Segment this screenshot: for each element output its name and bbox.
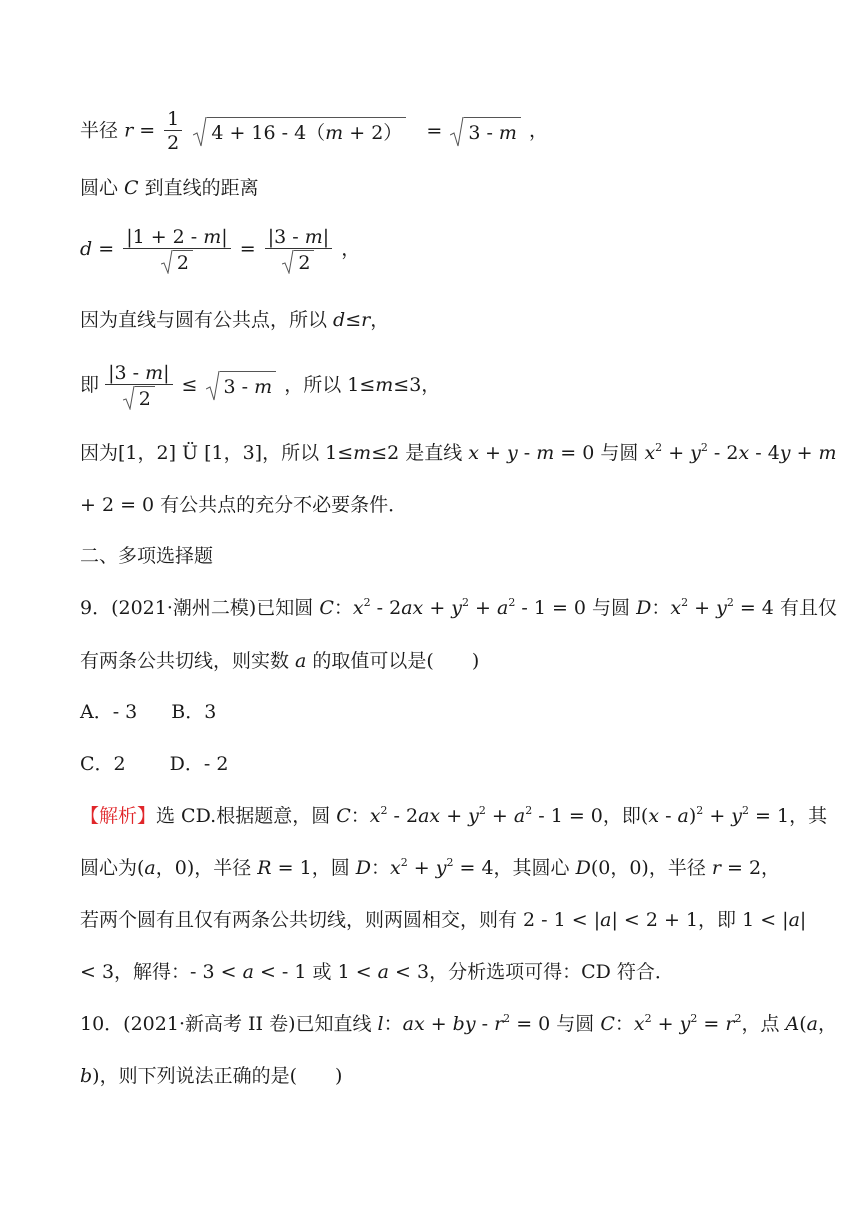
analysis-line-4 xyxy=(80,958,674,986)
radicand-two: 2 xyxy=(173,250,193,274)
equals-sign: = xyxy=(92,238,115,260)
var-C: C xyxy=(336,805,351,827)
text: - 2 xyxy=(370,597,402,619)
var-x: x xyxy=(468,442,479,464)
var-a: a xyxy=(513,805,526,827)
var-A: A xyxy=(785,1013,800,1035)
text: ： xyxy=(651,597,671,619)
radicand-two: 2 xyxy=(135,386,155,410)
numerator-text: |3 - xyxy=(267,226,305,248)
text: (0，0)，半径 xyxy=(590,857,712,879)
var-a: a xyxy=(295,650,307,672)
text: - xyxy=(517,442,537,464)
var-m: m xyxy=(498,121,517,144)
text: ： xyxy=(614,1013,634,1035)
radical-icon xyxy=(450,117,464,147)
text: + xyxy=(703,805,732,827)
abs-bar: | xyxy=(221,226,228,248)
var-r: r xyxy=(711,857,721,879)
option-b: B．3 xyxy=(171,701,217,723)
exponent: 2 xyxy=(690,1012,698,1025)
var-a: a xyxy=(788,909,800,931)
text: + 2 = 0 有公共点的充分不必要条件． xyxy=(80,494,408,516)
var-m: m xyxy=(203,226,222,248)
var-r: r xyxy=(725,1013,735,1035)
fraction-denominator: 2 xyxy=(164,130,182,155)
var-x: x xyxy=(670,597,682,619)
var-a: a xyxy=(497,597,509,619)
text: - 4 xyxy=(749,442,780,464)
text: 选 CD.根据题意，圆 xyxy=(156,805,337,827)
distance-formula-line xyxy=(80,226,360,274)
text: 10．(2021·新高考 II 卷)已知直线 xyxy=(80,1013,378,1035)
option-d: D．- 2 xyxy=(169,753,229,775)
section-heading xyxy=(80,542,213,570)
text: ： xyxy=(333,597,353,619)
var-x: x xyxy=(644,442,656,464)
var-m: m xyxy=(145,362,164,384)
text: - 2 xyxy=(387,805,419,827)
text: 圆心为( xyxy=(80,857,145,879)
text: ≤3， xyxy=(393,374,441,396)
option-a: A．- 3 xyxy=(80,701,138,723)
numerator-text: |3 - xyxy=(108,362,146,384)
inequality-line xyxy=(80,362,440,410)
var-a: a xyxy=(600,909,612,931)
text: + xyxy=(688,597,717,619)
exponent: 2 xyxy=(363,596,371,609)
exponent: 2 xyxy=(400,856,408,869)
fraction-distance xyxy=(123,226,231,274)
text: = 1，其 xyxy=(749,805,828,827)
var-m: m xyxy=(325,121,344,144)
var-y: y xyxy=(679,1013,691,1035)
radical-icon xyxy=(161,250,173,274)
text: = 2， xyxy=(720,857,781,879)
sqrt-two xyxy=(123,386,155,410)
exponent: 2 xyxy=(681,596,689,609)
var-m: m xyxy=(304,226,323,248)
analysis-line-3 xyxy=(80,906,806,934)
text: = xyxy=(697,1013,726,1035)
comma: ， xyxy=(528,119,548,142)
var-x: x xyxy=(390,857,401,879)
var-m: m xyxy=(375,374,394,396)
analysis-line-1 xyxy=(80,802,827,830)
text: 因为[1，2] Ü [1，3]，所以 1≤ xyxy=(80,442,354,464)
var-a: a xyxy=(677,805,689,827)
var-a: a xyxy=(144,857,156,879)
text: ，0)，半径 xyxy=(155,857,258,879)
condition-line-cont xyxy=(80,491,407,519)
options-row-1 xyxy=(80,698,216,726)
var-y: y xyxy=(435,857,447,879)
var-D: D xyxy=(636,597,652,619)
var-ax: ax xyxy=(402,1013,425,1035)
var-a: a xyxy=(806,1013,818,1035)
question-10-line-2 xyxy=(80,1062,342,1090)
radical-icon xyxy=(282,250,294,274)
var-D: D xyxy=(575,857,591,879)
exponent: 2 xyxy=(742,804,750,817)
sqrt-expression xyxy=(193,117,406,147)
text: + xyxy=(424,1013,453,1035)
text: = 4 有且仅 xyxy=(733,597,837,619)
var-y: y xyxy=(779,442,791,464)
var-x: x xyxy=(352,597,364,619)
exponent: 2 xyxy=(726,596,734,609)
var-ax: ax xyxy=(418,805,441,827)
var-y: y xyxy=(716,597,727,619)
var-l: l xyxy=(377,1013,384,1035)
text: ≤2 是直线 xyxy=(371,442,469,464)
exponent: 2 xyxy=(462,596,470,609)
var-a: a xyxy=(377,961,389,983)
comma: ， xyxy=(370,309,390,331)
var-m: m xyxy=(353,442,372,464)
options-row-2 xyxy=(80,750,228,778)
var-R: R xyxy=(257,857,272,879)
text: ( xyxy=(799,1013,807,1035)
comma: ， xyxy=(341,238,361,260)
text: ) xyxy=(688,805,697,827)
text: 若两个圆有且仅有两条公共切线，则两圆相交，则有 2 - 1 < | xyxy=(80,909,601,931)
text: = 4，其圆心 xyxy=(453,857,576,879)
var-y: y xyxy=(731,805,743,827)
fraction-distance xyxy=(105,362,172,410)
radicand-text: 4 + 16 - 4（ xyxy=(211,121,326,144)
text: + xyxy=(651,1013,680,1035)
sqrt-expression xyxy=(450,117,521,147)
question-9-line-1 xyxy=(80,594,837,622)
text: < 3，分析选项可得：CD 符合． xyxy=(388,961,674,983)
equals-sign: = xyxy=(239,238,256,260)
var-b: b xyxy=(80,1065,93,1087)
exponent: 2 xyxy=(734,1012,742,1025)
text: = 0 与圆 xyxy=(554,442,645,464)
text: 到直线的距离 xyxy=(138,177,259,199)
exponent: 2 xyxy=(655,441,663,454)
text: ， xyxy=(817,1013,837,1035)
text: - 2 xyxy=(707,442,739,464)
text: 的取值可以是( ) xyxy=(306,650,480,672)
var-x: x xyxy=(633,1013,645,1035)
fraction-half xyxy=(164,108,182,155)
var-D: D xyxy=(355,857,371,879)
sqrt-two xyxy=(282,250,314,274)
radius-line xyxy=(80,108,548,155)
text: ，点 xyxy=(741,1013,786,1035)
var-y: y xyxy=(468,805,479,827)
exponent: 2 xyxy=(700,441,708,454)
sqrt-expression xyxy=(206,371,277,401)
exponent: 2 xyxy=(380,804,388,817)
fraction-distance-simplified xyxy=(265,226,332,274)
var-C: C xyxy=(600,1013,615,1035)
text: ： xyxy=(383,1013,403,1035)
var-d: d xyxy=(80,238,93,260)
var-C: C xyxy=(124,177,139,199)
var-x: x xyxy=(738,442,750,464)
text: 即 xyxy=(80,374,100,396)
text: - 1 = 0 与圆 xyxy=(515,597,637,619)
var-by: by xyxy=(452,1013,476,1035)
var-r: r xyxy=(361,309,371,331)
radical-icon xyxy=(123,386,135,410)
var-y: y xyxy=(507,442,518,464)
text: 有两条公共切线，则实数 xyxy=(80,650,296,672)
sqrt-two xyxy=(161,250,193,274)
equals-sign: = xyxy=(139,119,156,142)
text: + xyxy=(790,442,819,464)
text: < - 1 或 1 < xyxy=(253,961,378,983)
exponent: 2 xyxy=(644,1012,652,1025)
radical-icon xyxy=(206,371,220,401)
exponent: 2 xyxy=(503,1012,511,1025)
var-d: d xyxy=(333,309,346,331)
text: - xyxy=(475,1013,495,1035)
numerator-text: |1 + 2 - xyxy=(126,226,204,248)
var-m: m xyxy=(536,442,555,464)
var-C: C xyxy=(319,597,334,619)
fraction-numerator: 1 xyxy=(167,108,180,130)
center-distance-line xyxy=(80,174,259,202)
text: 9．(2021·潮州二模)已知圆 xyxy=(80,597,320,619)
section-title: 二、多项选择题 xyxy=(80,545,214,567)
exponent: 2 xyxy=(446,856,454,869)
text: )，则下列说法正确的是( ) xyxy=(92,1065,343,1087)
var-m: m xyxy=(818,442,837,464)
text: + xyxy=(485,805,514,827)
text: + xyxy=(407,857,436,879)
var-r: r xyxy=(124,119,134,142)
text: + xyxy=(423,597,452,619)
abs-bar: | xyxy=(322,226,330,248)
text: ： xyxy=(370,857,390,879)
var-y: y xyxy=(451,597,463,619)
equals-sign: = xyxy=(426,119,443,142)
option-c: C．2 xyxy=(80,753,126,775)
var-ax: ax xyxy=(401,597,424,619)
text: + xyxy=(469,597,498,619)
text: - xyxy=(659,805,678,827)
text: + xyxy=(662,442,691,464)
abs-bar: | xyxy=(163,362,170,384)
le-sign: ≤ xyxy=(345,309,362,331)
question-10-line-1 xyxy=(80,1010,837,1038)
var-r: r xyxy=(494,1013,504,1035)
text-radius-label: 半径 xyxy=(80,119,119,142)
text: 因为直线与圆有公共点，所以 xyxy=(80,309,334,331)
common-point-line xyxy=(80,306,389,334)
question-9-line-2 xyxy=(80,647,479,675)
text: = 1，圆 xyxy=(271,857,356,879)
exponent: 2 xyxy=(478,804,486,817)
exponent: 2 xyxy=(525,804,533,817)
text: < 3，解得：- 3 < xyxy=(80,961,243,983)
radicand-end: + 2） xyxy=(343,121,403,144)
var-a: a xyxy=(242,961,254,983)
text: 圆心 xyxy=(80,177,125,199)
radicand-text: 3 - xyxy=(468,121,499,144)
text: = 0 与圆 xyxy=(510,1013,601,1035)
text: + xyxy=(440,805,469,827)
analysis-tag: 【解析】 xyxy=(80,805,157,827)
var-x: x xyxy=(648,805,660,827)
le-sign: ≤ xyxy=(181,374,198,396)
text: - 1 = 0，即( xyxy=(532,805,649,827)
radical-icon xyxy=(193,117,207,147)
var-m: m xyxy=(254,376,273,398)
text: ，所以 1≤ xyxy=(284,374,376,396)
exponent: 2 xyxy=(696,804,704,817)
exponent: 2 xyxy=(508,596,516,609)
text: | < 2 + 1，即 1 < | xyxy=(611,909,789,931)
condition-line xyxy=(80,439,837,467)
analysis-line-2 xyxy=(80,854,780,882)
text: ： xyxy=(350,805,370,827)
text: | xyxy=(799,909,807,931)
radicand-two: 2 xyxy=(294,250,314,274)
text: + xyxy=(479,442,507,464)
var-x: x xyxy=(369,805,381,827)
var-y: y xyxy=(690,442,701,464)
radicand-text: 3 - xyxy=(223,376,255,398)
